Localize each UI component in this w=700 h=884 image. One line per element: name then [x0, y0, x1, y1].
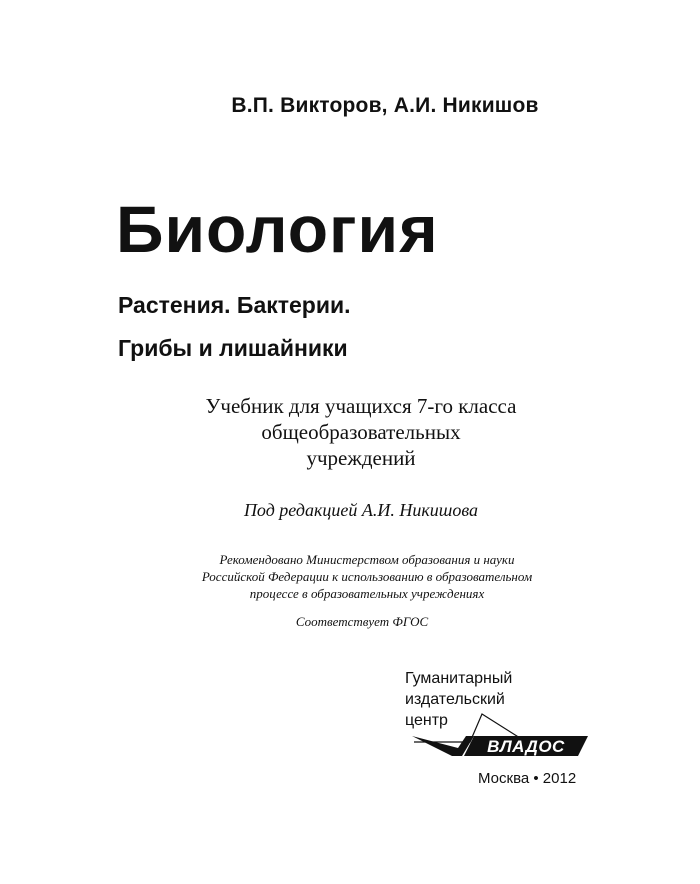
logo-text: ВЛАДОС: [487, 737, 565, 756]
publisher-line-1: Гуманитарный: [405, 670, 513, 687]
description-line-2: общеобразовательных: [261, 420, 461, 444]
vlados-logo-icon: [412, 712, 588, 762]
subtitle-line-2: Грибы и лишайники: [118, 335, 348, 361]
description-line-1: Учебник для учащихся 7-го класса: [205, 394, 517, 418]
description-line-3: учреждений: [306, 446, 416, 470]
editor-note: Под редакцией А.И. Никишова: [243, 500, 479, 520]
publisher-line-2: издательский: [405, 691, 505, 708]
city-year: Москва • 2012: [478, 770, 577, 787]
subtitle-line-1: Растения. Бактерии.: [118, 292, 351, 318]
recommendation-line-2: Российской Федерации к использованию в образовательном: [201, 569, 533, 584]
standard-note: Соответствует ФГОС: [295, 614, 429, 629]
publisher-line-3: центр: [405, 712, 448, 729]
book-title: Биология: [116, 192, 439, 266]
description: [0, 393, 700, 471]
recommendation-line-1: Рекомендовано Министерством образования и науки: [219, 552, 515, 567]
recommendation: [0, 551, 700, 602]
recommendation-line-3: процессе в образовательных учреждениях: [249, 586, 485, 601]
authors: В.П. Викторов, А.И. Никишов: [231, 94, 539, 117]
